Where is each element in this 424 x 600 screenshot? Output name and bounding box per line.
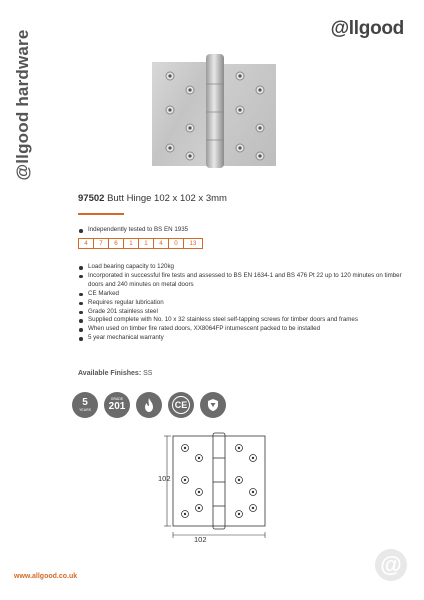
classification-digit: 1 (123, 238, 139, 249)
finishes-label: Available Finishes: (78, 370, 142, 377)
technical-drawing (155, 428, 270, 543)
footer-website-link[interactable]: www.allgood.co.uk (14, 573, 78, 580)
finishes-value: SS (143, 370, 153, 377)
brand-logo: @llgood (330, 18, 404, 39)
classification-digit: 6 (108, 238, 124, 249)
svg-text:@: @ (380, 552, 402, 577)
flame-icon (143, 398, 155, 412)
available-finishes (78, 370, 152, 377)
classification-digit: 1 (138, 238, 154, 249)
product-title (78, 193, 227, 204)
certification-badges (72, 392, 232, 418)
hinge-photo (150, 52, 280, 172)
accent-divider (78, 213, 124, 215)
grade-prefix: GRADE (110, 396, 124, 401)
warranty-badge (72, 392, 98, 418)
feature-item: Load bearing capacity to 120kg (78, 263, 408, 272)
side-brand (8, 29, 38, 181)
feature-item: CE Marked (78, 290, 408, 299)
classification-digit: 4 (153, 238, 169, 249)
feature-item: 5 year mechanical warranty (78, 334, 408, 343)
testing-list (78, 226, 188, 235)
grade-badge (104, 392, 130, 418)
feature-item: Incorporated in successful fire tests and assessed to BS EN 1634-1 and BS 476 Pt 22 up to 120 minutes on timber doors and 240 minutes on metal doors (78, 272, 408, 290)
classification-digit: 0 (168, 238, 184, 249)
at-sign-watermark-icon (374, 548, 408, 582)
classification-digit: 13 (183, 238, 203, 249)
ce-badge (168, 392, 194, 418)
warranty-years-unit: YEARS (79, 407, 91, 412)
height-dimension-label: 102 (158, 474, 171, 483)
warranty-years-number: 5 (82, 396, 88, 408)
feature-item: Requires regular lubrication (78, 299, 408, 308)
feature-item: When used on timber fire rated doors, XX8064FP intumescent packed to be installed (78, 325, 408, 334)
feature-item: Supplied complete with No. 10 x 32 stainless steel self-tapping screws for timber doors and frames (78, 316, 408, 325)
classification-code (78, 238, 202, 249)
feature-item: Grade 201 stainless steel (78, 308, 408, 317)
fire-rated-badge (136, 392, 162, 418)
ce-mark: CE (172, 396, 190, 414)
width-dimension-label: 102 (194, 535, 207, 544)
feature-list (78, 263, 408, 343)
product-name: Butt Hinge 102 x 102 x 3mm (107, 193, 227, 204)
classification-digit: 7 (93, 238, 109, 249)
side-brand-text: @llgood hardware (13, 29, 32, 181)
testing-statement: Independently tested to BS EN 1935 (78, 226, 188, 235)
shield-icon (206, 398, 220, 412)
grade-number: 201 (108, 401, 126, 413)
classification-digit: 4 (78, 238, 94, 249)
durability-badge (200, 392, 226, 418)
product-code: 97502 (78, 193, 105, 204)
